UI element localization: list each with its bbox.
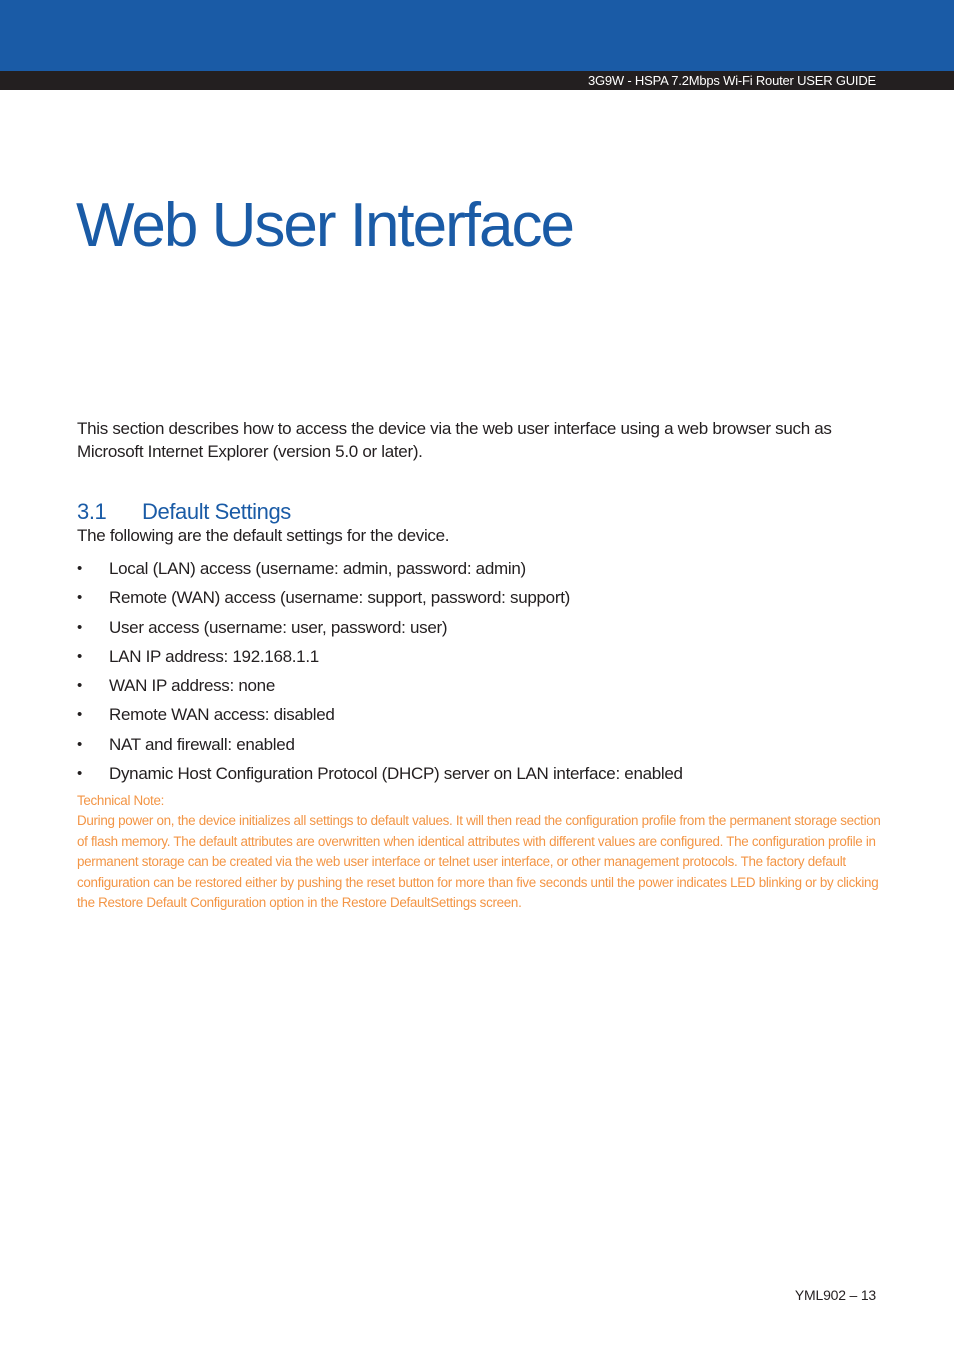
bullet-icon: • [77,735,82,753]
top-color-band [0,0,954,71]
list-item-text: Remote (WAN) access (username: support, password: support) [109,588,570,608]
list-item-text: LAN IP address: 192.168.1.1 [109,646,319,666]
bullet-icon: • [77,560,82,577]
section-number: 3.1 [77,499,107,524]
bullet-icon: • [77,765,82,783]
running-header [0,71,954,90]
page-title: Web User Interface [76,191,573,260]
intro-paragraph: This section describes how to access the device via the web user interface using a web browser such as Microsoft Internet Explorer (version 5.0 or later). [77,419,832,461]
page-number: YML902 – 13 [794,1287,876,1303]
list-item-text: WAN IP address: none [109,676,275,696]
technical-note-label: Technical Note: [77,793,165,808]
section-heading [77,498,291,526]
list-item-text: User access (username: user, password: user) [109,617,448,637]
list-item-text: NAT and firewall: enabled [109,734,295,754]
guide-title: 3G9W - HSPA 7.2Mbps Wi-Fi Router USER GUIDE [587,73,876,88]
list-item-text: Local (LAN) access (username: admin, password: admin) [109,559,526,578]
technical-note [77,791,887,913]
bullet-icon: • [77,589,82,607]
bullet-icon: • [77,618,82,636]
technical-note-body: During power on, the device initializes all settings to default values. It will then read the configuration profile from the permanent storage section of flash memory. The default attributes are overwritten when identical attributes with different values are configured. The configuration profile in permanent storage can be created via the web user interface or telnet user interface, or other management protocols. The factory default configuration can be restored either by pushing the reset button for more than five seconds until the power indicates LED blinking or by clicking the Restore Default Configuration option in the Restore DefaultSettings screen. [77,813,881,911]
section-lead: The following are the default settings for the device. [77,526,450,545]
bullet-icon: • [77,647,82,665]
bullet-icon: • [77,677,82,695]
section-title: Default Settings [142,499,291,524]
bullet-icon: • [77,706,82,724]
list-item-text: Dynamic Host Configuration Protocol (DHCP) server on LAN interface: enabled [109,764,683,784]
list-item-text: Remote WAN access: disabled [109,705,335,725]
